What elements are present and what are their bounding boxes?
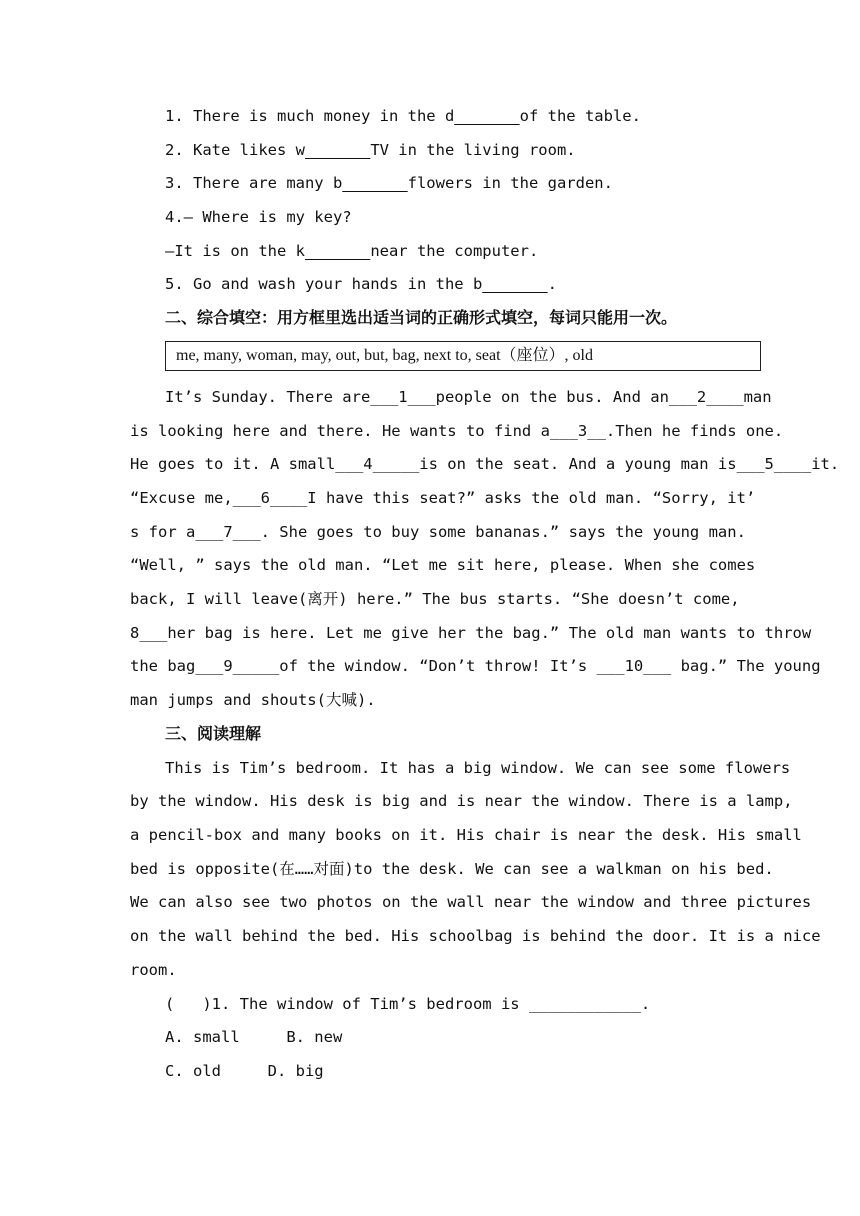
cloze-line: the bag___9_____of the window. “Don’t throw! It’s ___10___ bag.” The young	[130, 657, 821, 675]
answer-blank[interactable]: _______	[304, 242, 371, 260]
cloze-line: “Well, ” says the old man. “Let me sit here, please. When she comes	[130, 556, 756, 574]
passage-line: on the wall behind the bed. His schoolbag is behind the door. It is a nice	[130, 927, 821, 945]
cloze-line: It’s Sunday. There are___1___people on the bus. And an___2____man	[165, 388, 772, 406]
question-1	[165, 106, 735, 126]
answer-blank[interactable]: _______	[454, 107, 520, 125]
cloze-line: He goes to it. A small___4_____is on the seat. And a young man is___5____it.	[130, 455, 840, 473]
question-5	[165, 274, 735, 294]
options-row: A. small B. new	[165, 1028, 343, 1046]
question-text: .	[547, 275, 557, 293]
answer-blank[interactable]: _______	[482, 275, 548, 293]
options-row: C. old D. big	[165, 1062, 324, 1080]
cloze-line: back, I will leave(离开) here.” The bus starts. “She doesn’t come,	[130, 590, 740, 608]
word-bank-box: me, many, woman, may, out, but, bag, next to, seat（座位）, old	[165, 341, 761, 371]
section-2-heading: 二、综合填空：用方框里选出适当词的正确形式填空，每词只能用一次。	[165, 308, 678, 327]
passage-line: room.	[130, 961, 177, 979]
question-text: 5. Go and wash your hands in the b	[165, 275, 483, 293]
question-text: 4.— Where is my key?	[165, 208, 352, 226]
question-text: flowers in the garden.	[407, 174, 613, 192]
cloze-line: is looking here and there. He wants to find a___3__.Then he finds one.	[130, 422, 784, 440]
question-text: 2. Kate likes w	[165, 141, 305, 159]
question-text: —It is on the k	[165, 242, 305, 260]
passage-line: We can also see two photos on the wall near the window and three pictures	[130, 893, 812, 911]
answer-blank[interactable]: _______	[342, 174, 408, 192]
reading-question-1: ( )1. The window of Tim’s bedroom is ____________.	[165, 995, 651, 1013]
passage-line: by the window. His desk is big and is near the window. There is a lamp,	[130, 792, 793, 810]
cloze-line: 8___her bag is here. Let me give her the bag.” The old man wants to throw	[130, 624, 812, 642]
question-text: near the computer.	[370, 242, 539, 260]
cloze-line: man jumps and shouts(大喊).	[130, 691, 376, 709]
passage-line: a pencil-box and many books on it. His chair is near the desk. His small	[130, 826, 802, 844]
question-3	[165, 173, 735, 193]
section-3-heading: 三、阅读理解	[165, 724, 262, 743]
cloze-line: “Excuse me,___6____I have this seat?” asks the old man. “Sorry, it’	[130, 489, 756, 507]
question-text: 1. There is much money in the d	[165, 107, 455, 125]
answer-blank[interactable]: _______	[304, 141, 371, 159]
cloze-line: s for a___7___. She goes to buy some bananas.” says the young man.	[130, 523, 746, 541]
passage-line: This is Tim’s bedroom. It has a big window. We can see some flowers	[165, 759, 791, 777]
question-text: of the table.	[519, 107, 641, 125]
question-text: TV in the living room.	[370, 141, 576, 159]
question-4	[165, 207, 735, 227]
question-text: 3. There are many b	[165, 174, 343, 192]
question-2	[165, 140, 735, 160]
passage-line: bed is opposite(在……对面)to the desk. We can see a walkman on his bed.	[130, 860, 774, 878]
question-4-answer	[165, 241, 735, 261]
